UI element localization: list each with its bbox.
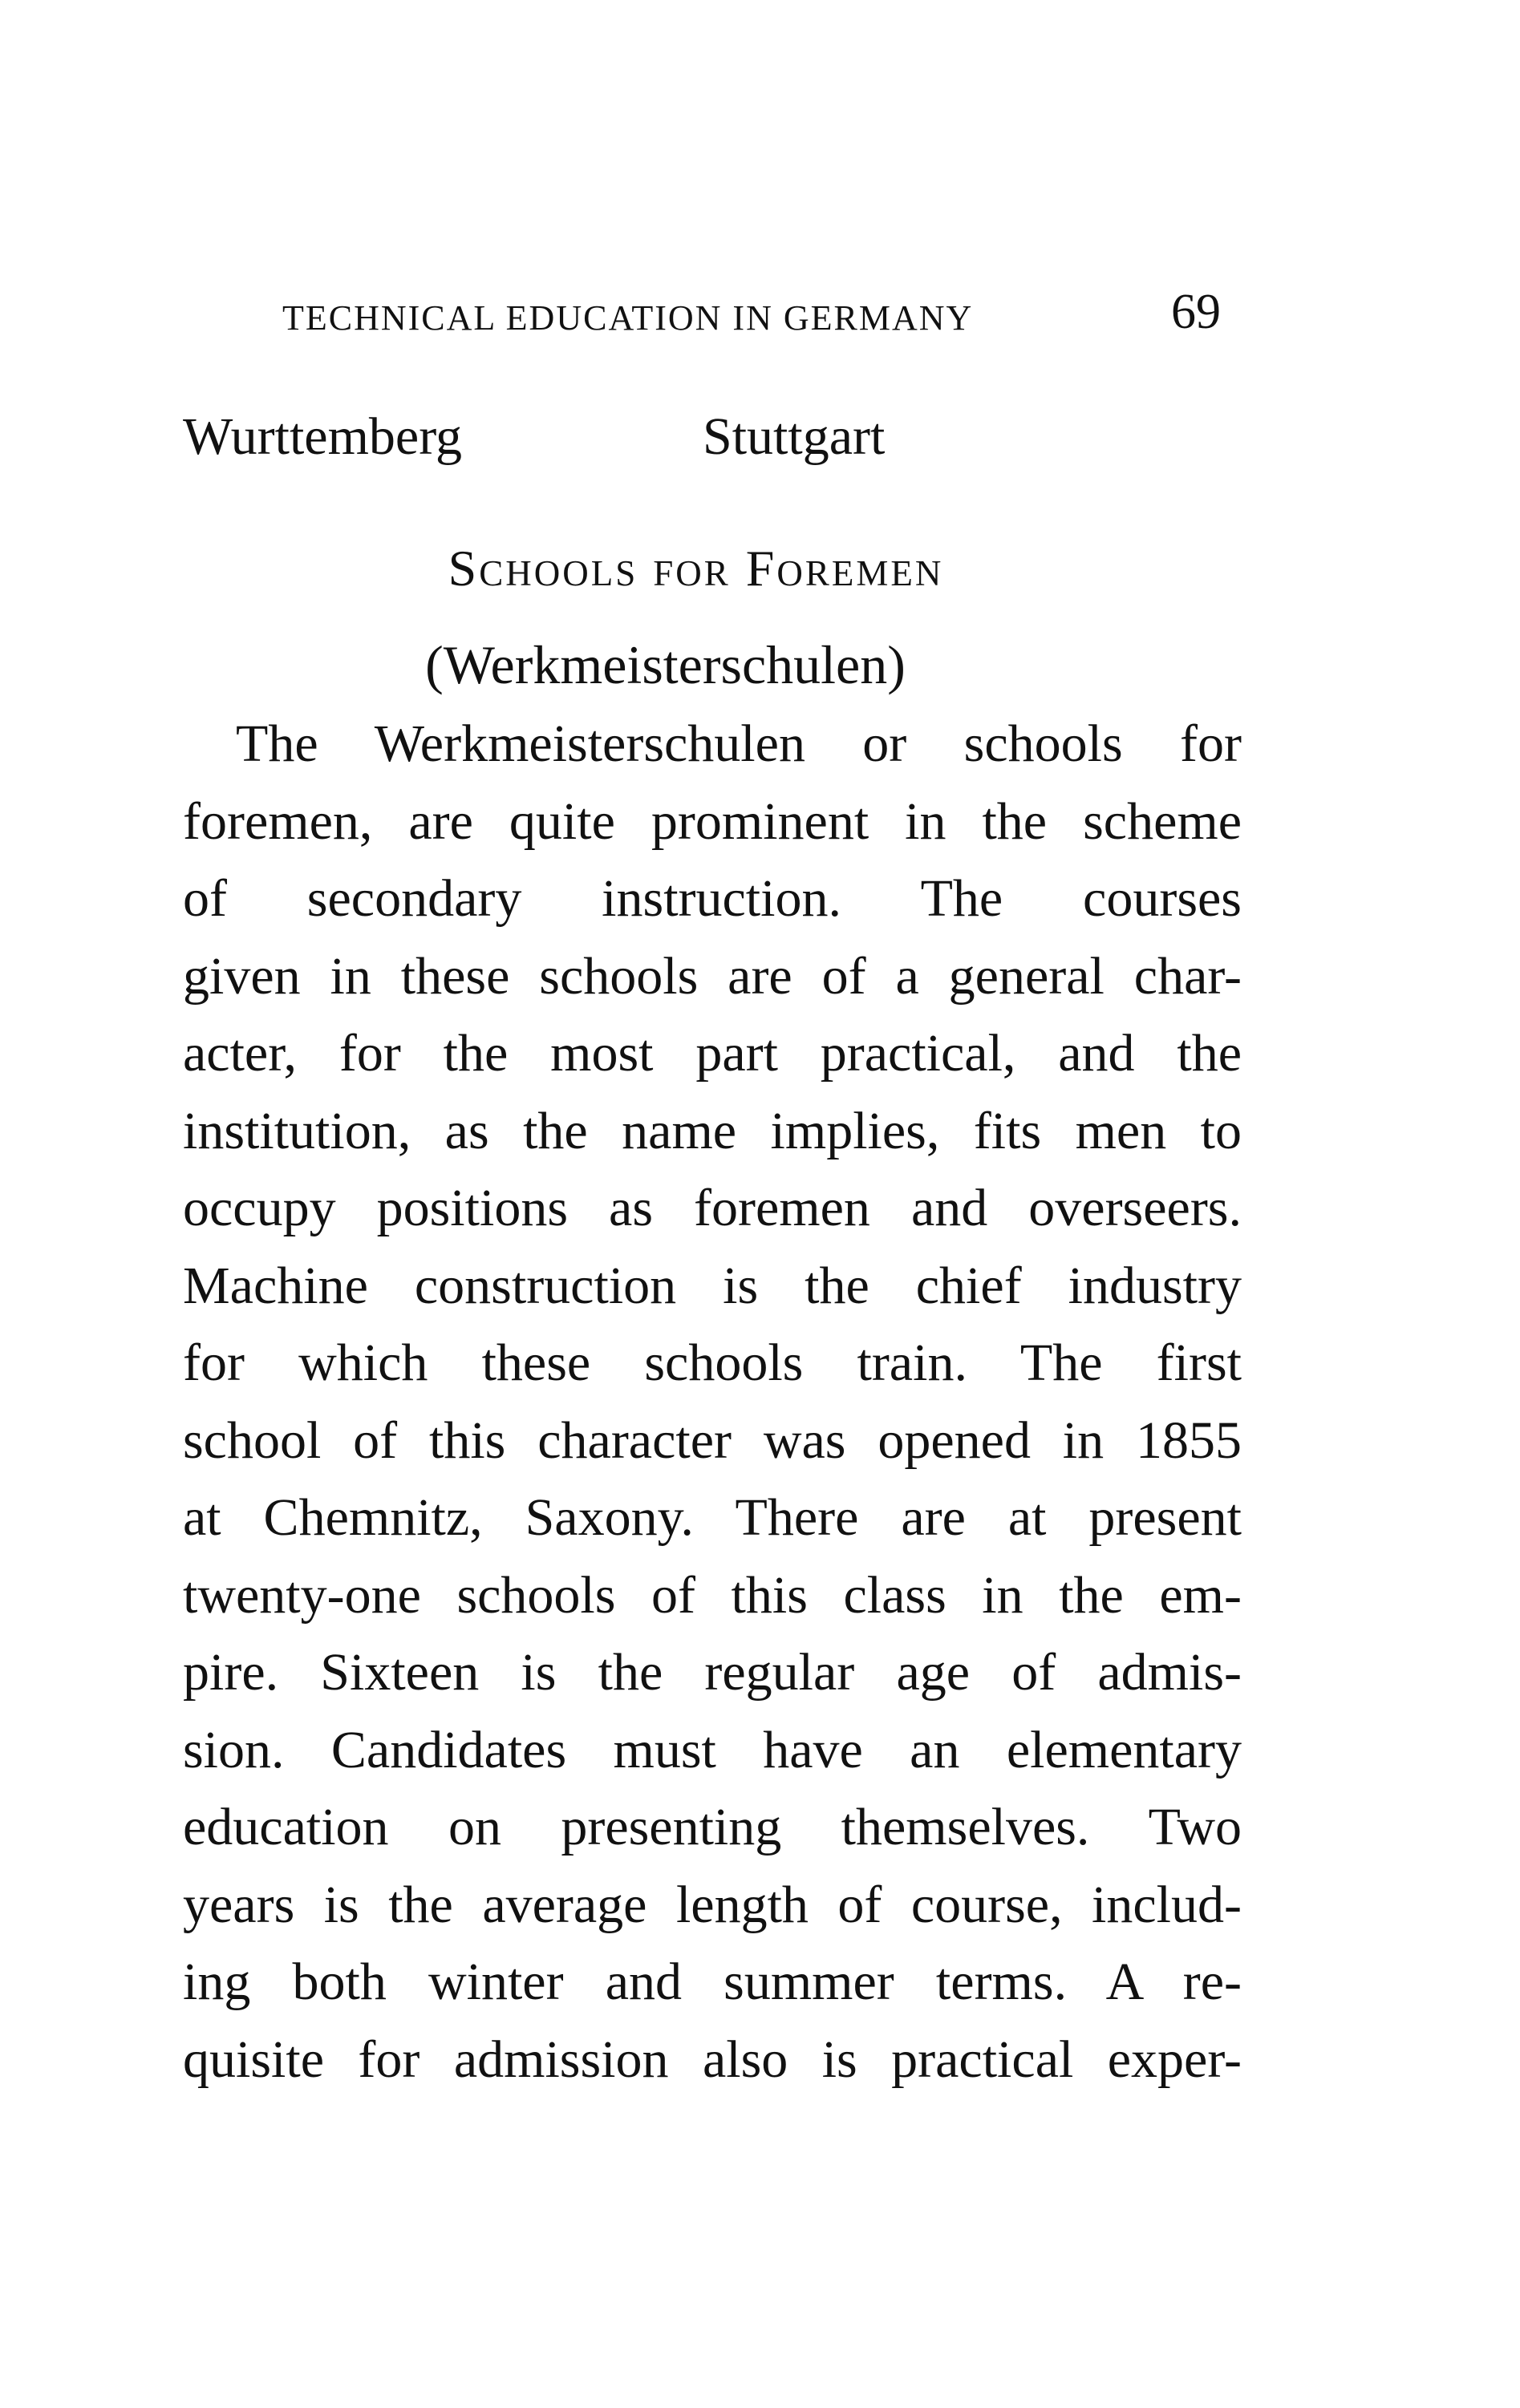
section-subheading	[0, 629, 1520, 701]
body-line: sion. Candidates must have an elementary	[183, 1720, 1242, 1779]
state-name: Wurttemberg	[183, 407, 463, 466]
running-head	[282, 285, 1245, 346]
body-line: of secondary instruction. The courses	[183, 869, 1242, 928]
body-line: pire. Sixteen is the regular age of admis-	[183, 1643, 1242, 1702]
body-line: ing both winter and summer terms. A re-	[183, 1953, 1242, 2011]
body-line: given in these schools are of a general char-	[183, 946, 1242, 1006]
body-line: quisite for admission also is practical exper-	[183, 2030, 1242, 2089]
body-line: Machine construction is the chief industry	[183, 1256, 1242, 1315]
city-name: Stuttgart	[703, 407, 886, 466]
section-subheading-text: (Werkmeisterschulen)	[425, 634, 906, 695]
body-paragraph	[183, 706, 1242, 2098]
body-line: education on presenting themselves. Two	[183, 1798, 1242, 1856]
body-line: acter, for the most part practical, and the	[183, 1024, 1242, 1083]
body-line: institution, as the name implies, fits men to	[183, 1101, 1242, 1160]
body-line: school of this character was opened in 1855	[183, 1410, 1242, 1470]
body-line: years is the average length of course, includ-	[183, 1875, 1242, 1934]
running-head-title: TECHNICAL EDUCATION IN GERMANY	[282, 298, 974, 338]
section-heading	[0, 532, 1520, 605]
body-line: occupy positions as foremen and overseers.	[183, 1179, 1242, 1237]
body-line: The Werkmeisterschulen or schools for	[236, 714, 1242, 773]
page-number: 69	[1171, 285, 1221, 339]
body-line: twenty-one schools of this class in the em-	[183, 1565, 1242, 1625]
body-line: foremen, are quite prominent in the scheme	[183, 791, 1242, 851]
section-heading-text: Schools for Foremen	[448, 540, 944, 597]
location-line	[183, 401, 1306, 473]
body-line: at Chemnitz, Saxony. There are at present	[183, 1488, 1242, 1547]
body-line: for which these schools train. The first	[183, 1334, 1242, 1392]
